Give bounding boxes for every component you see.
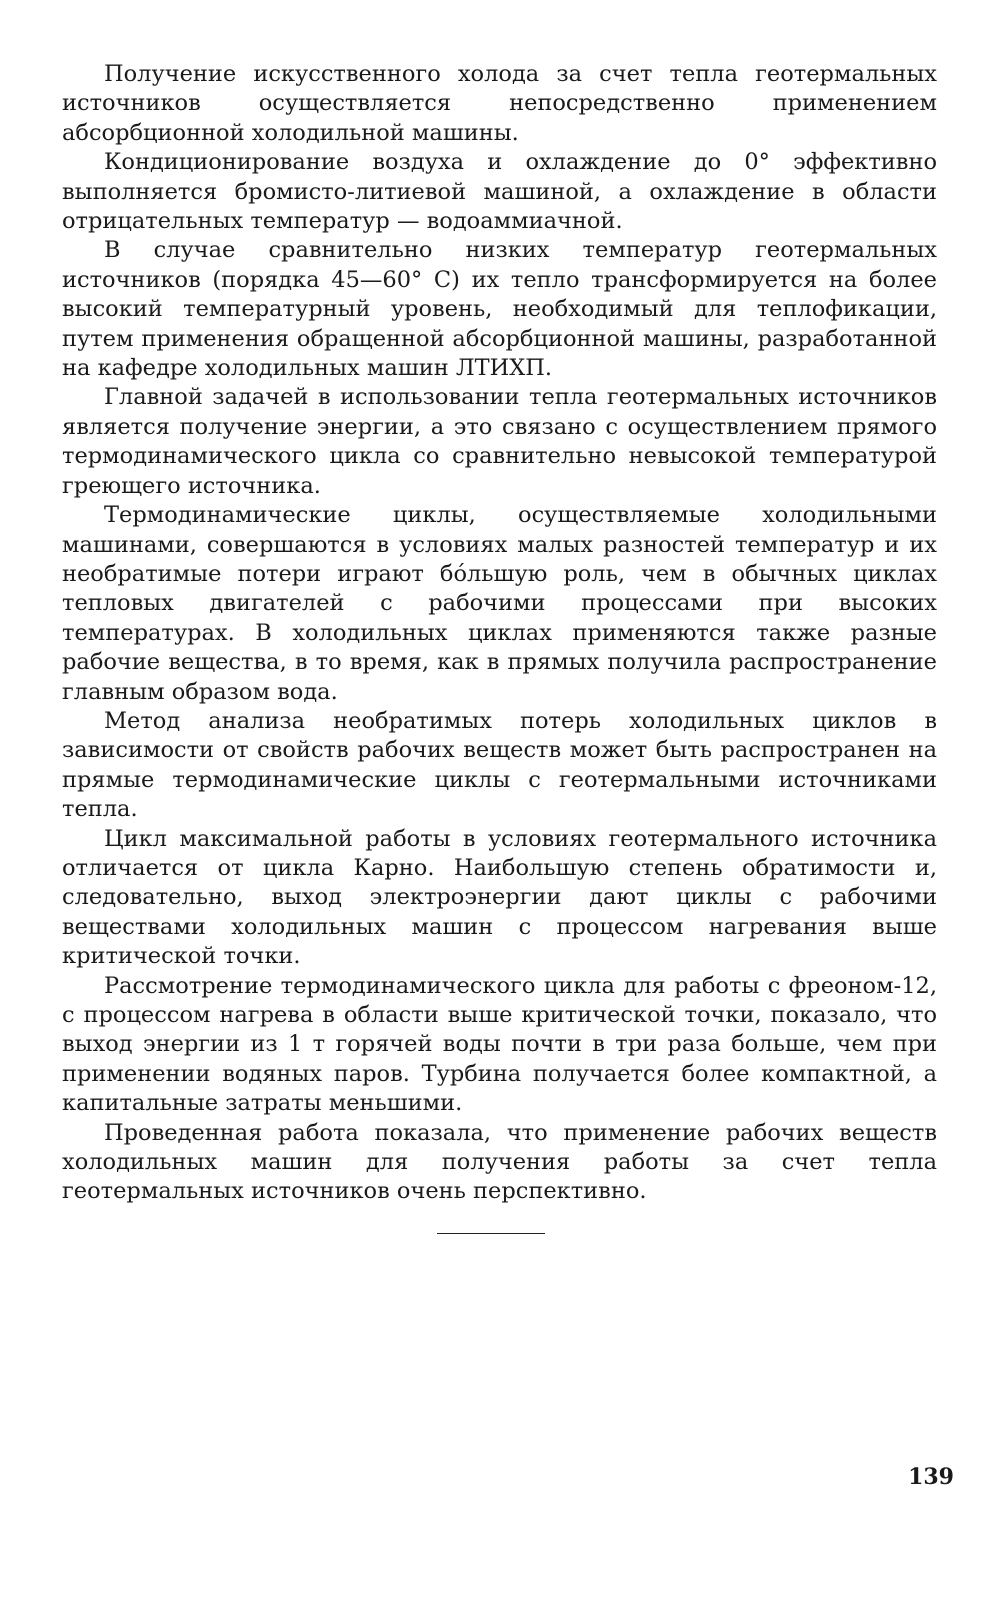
paragraph-3: В случае сравнительно низких температур геотермальных источников (порядка 45—60° С) их тепло трансформируется на более высокий температурный уровень, необходимый для теплофикации, путем применения обращенной абсорбционной машины, разработанной на кафедре холодильных машин ЛТИХП. <box>62 237 937 382</box>
paragraph-7: Цикл максимальной работы в условиях геотермального источника отличается от цикла Карно. Наибольшую степень обратимости и, следовательно, выход электроэнергии дают циклы с рабочими веществами холодильных машин с процессом нагревания выше критической точки. <box>62 825 937 970</box>
paragraph-1: Получение искусственного холода за счет тепла геотермальных источников осуществляется непосредственно применением абсорбционной холодильной машины. <box>62 61 937 146</box>
paragraph-9: Проведенная работа показала, что применение рабочих веществ холодильных машин для получения работы за счет тепла геотермальных источников очень перспективно. <box>62 1119 937 1205</box>
page-number: 139 <box>908 1464 954 1490</box>
paragraph-5: Термодинамические циклы, осуществляемые холодильными машинами, совершаются в условиях малых разностей температур и их необратимые потери играют бóльшую роль, чем в обычных циклах тепловых двигателей с рабочими процессами при высоких температурах. В холодильных циклах применяются также разные рабочие вещества, в то время, как в прямых получила распространение главным образом вода. <box>62 502 937 705</box>
paragraph-4: Главной задачей в использовании тепла геотермальных источников является получение энергии, а это связано с осуществлением прямого термодинамического цикла со сравнительно невысокой температурой греющего источника. <box>62 384 937 499</box>
paragraph-6: Метод анализа необратимых потерь холодильных циклов в зависимости от свойств рабочих веществ может быть распространен на прямые термодинамические циклы с геотермальными источниками тепла. <box>62 707 937 823</box>
section-end-rule <box>437 1233 545 1234</box>
paragraph-2: Кондиционирование воздуха и охлаждение до 0° эффективно выполняется бромисто-литиевой машиной, а охлаждение в области отрицательных температур — водоаммиачной. <box>62 149 937 235</box>
body-text <box>62 60 937 1207</box>
paragraph-8: Рассмотрение термодинамического цикла для работы с фреоном-12, с процессом нагрева в области выше критической точки, показало, что выход энергии из 1 т горячей воды почти в три раза больше, чем при применении водяных паров. Турбина получается более компактной, а капитальные затраты меньшими. <box>62 972 937 1117</box>
